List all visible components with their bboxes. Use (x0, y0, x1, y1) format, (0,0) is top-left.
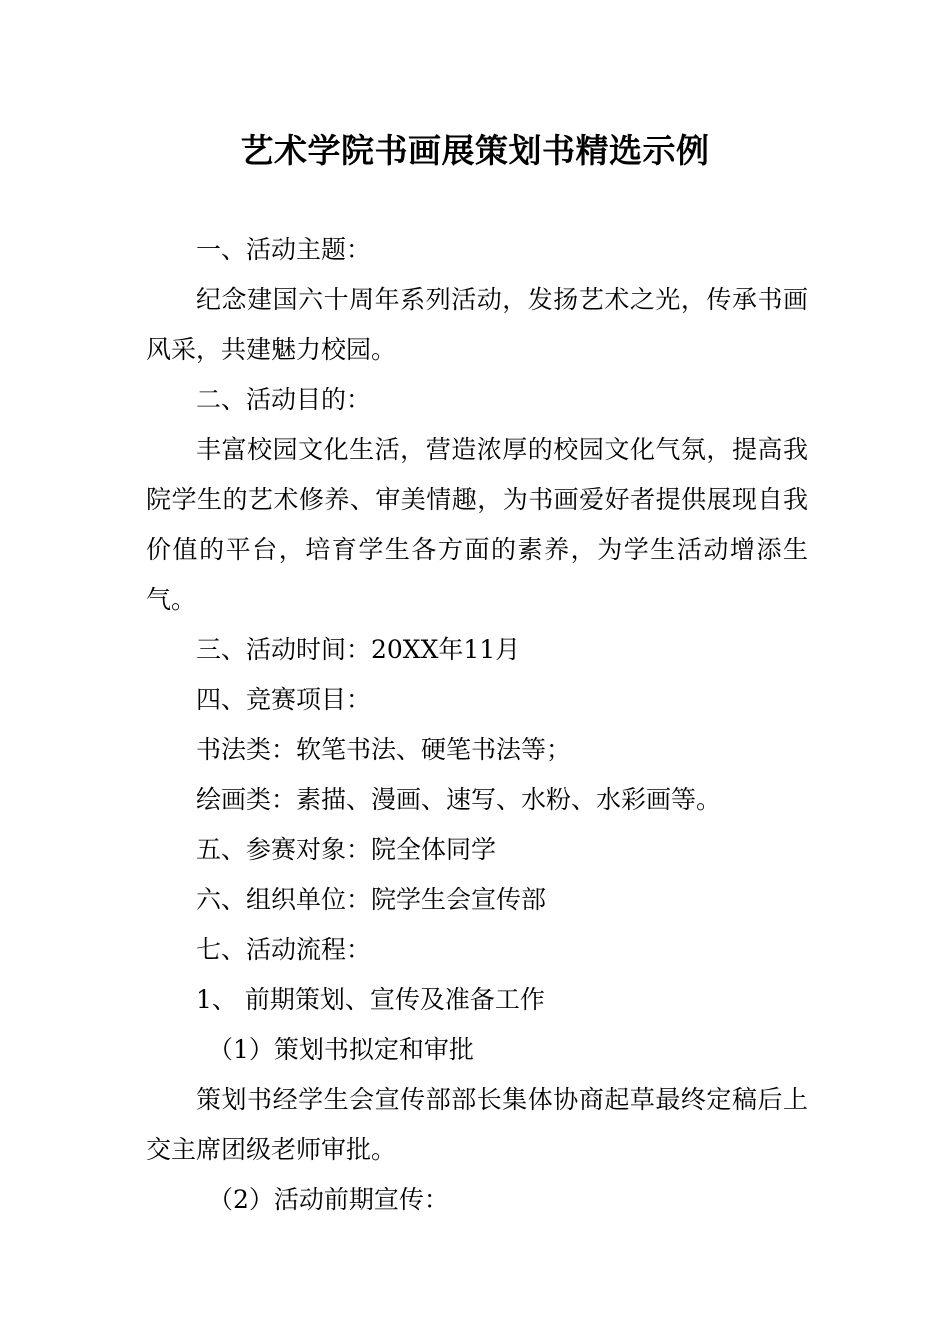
section-heading-purpose: 二、活动目的： (196, 385, 372, 414)
paragraph-theme: 纪念建国六十周年系列活动，发扬艺术之光，传承书画风采，共建魅力校园。 (146, 285, 808, 364)
section-heading-process: 七、活动流程： (196, 935, 372, 964)
paragraph-painting: 绘画类：素描、漫画、速写、水粉、水彩画等。 (196, 785, 722, 814)
paragraph-purpose: 丰富校园文化生活，营造浓厚的校园文化气氛，提高我院学生的艺术修养、审美情趣，为书画爱好者提供展现自我价值的平台，培育学生各方面的素养，为学生活动增添生气。 (146, 435, 808, 614)
section-heading-participants: 五、参赛对象：院全体同学 (196, 835, 497, 864)
section-heading-theme: 一、活动主题： (196, 235, 372, 264)
paragraph-approval: 策划书经学生会宣传部部长集体协商起草最终定稿后上交主席团级老师审批。 (146, 1085, 808, 1164)
sub-item-publicity: （2）活动前期宣传： (208, 1185, 449, 1214)
document-title: 艺术学院书画展策划书精选示例 (240, 131, 710, 170)
sub-item-approval: （1）策划书拟定和审批 (208, 1035, 474, 1064)
section-heading-items: 四、竞赛项目： (196, 685, 372, 714)
paragraph-calligraphy: 书法类：软笔书法、硬笔书法等； (196, 735, 572, 764)
section-heading-organizer: 六、组织单位：院学生会宣传部 (196, 885, 547, 914)
section-heading-time: 三、活动时间：20XX年11月 (196, 635, 521, 664)
document-body (146, 225, 808, 1225)
list-item-preparation: 1、 前期策划、宣传及准备工作 (196, 985, 545, 1014)
